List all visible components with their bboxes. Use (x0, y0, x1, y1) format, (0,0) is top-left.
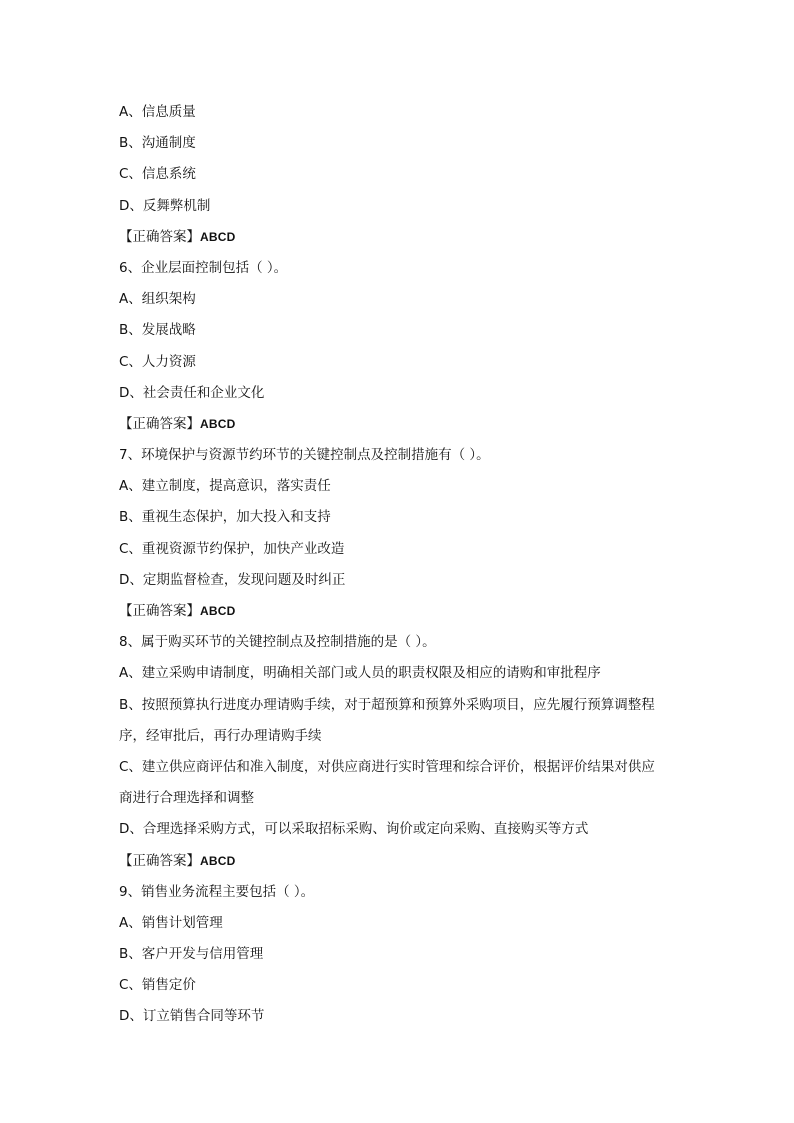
answer-line (119, 600, 689, 631)
answer-value: ABCD (200, 604, 236, 618)
question-line: 9、销售业务流程主要包括（ ）。 (119, 883, 315, 900)
option-line: A、建立采购申请制度，明确相关部门或人员的职责权限及相应的请购和审批程序 (119, 665, 601, 682)
question-line: 7、环境保护与资源节约环节的关键控制点及控制措施有（ ）。 (119, 447, 490, 464)
option-line: A、建立制度，提高意识，落实责任 (119, 478, 331, 495)
option-line: B、重视生态保护，加大投入和支持 (119, 509, 331, 526)
option-line: B、发展战略 (119, 322, 196, 339)
question-line: 6、企业层面控制包括（ ）。 (119, 259, 288, 276)
option-line: D、反舞弊机制 (119, 197, 211, 214)
option-line: B、按照预算执行进度办理请购手续，对于超预算和预算外采购项目，应先履行预算调整程 (119, 696, 655, 713)
option-line: D、订立销售合同等环节 (119, 1008, 265, 1025)
answer-value: ABCD (200, 416, 236, 431)
answer-line (119, 226, 689, 257)
option-line: C、销售定价 (119, 977, 196, 994)
answer-label: 【正确答案】 (119, 603, 200, 619)
option-line: A、信息质量 (119, 104, 196, 120)
option-line: B、沟通制度 (119, 135, 196, 152)
option-line: D、社会责任和企业文化 (119, 384, 265, 401)
question-list (119, 101, 689, 1037)
option-line: C、建立供应商评估和准入制度，对供应商进行实时管理和综合评价，根据评价结果对供应 (119, 758, 655, 775)
answer-label: 【正确答案】 (119, 228, 200, 245)
option-line-continued: 序，经审批后，再行办理请购手续 (119, 727, 322, 744)
option-line: D、定期监督检查，发现问题及时纠正 (119, 571, 346, 588)
option-line: C、人力资源 (119, 353, 196, 370)
option-line: B、客户开发与信用管理 (119, 946, 264, 963)
option-line: A、销售计划管理 (119, 914, 223, 931)
option-line: A、组织架构 (119, 291, 196, 308)
answer-line (119, 413, 689, 444)
answer-value: ABCD (200, 229, 236, 244)
option-line-continued: 商进行合理选择和调整 (119, 790, 254, 807)
answer-line (119, 850, 689, 881)
answer-label: 【正确答案】 (119, 415, 200, 432)
option-line: C、信息系统 (119, 166, 196, 183)
question-line: 8、属于购买环节的关键控制点及控制措施的是（ ）。 (119, 634, 436, 651)
option-line: C、重视资源节约保护，加快产业改造 (119, 540, 345, 557)
answer-value: ABCD (200, 853, 236, 868)
answer-label: 【正确答案】 (119, 852, 200, 869)
option-line: D、合理选择采购方式，可以采取招标采购、询价或定向采购、直接购买等方式 (119, 821, 589, 838)
